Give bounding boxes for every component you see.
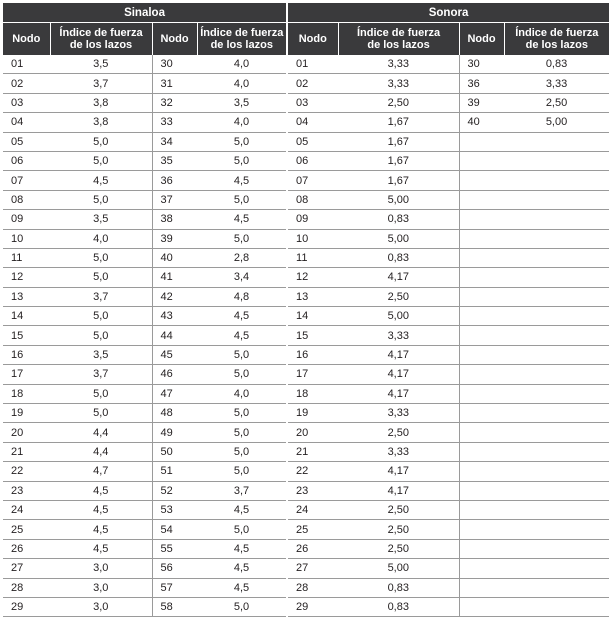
cell-sonora-indice: 4,17	[338, 462, 459, 481]
cell-sonora-nodo	[459, 423, 504, 442]
cell-sinaloa-nodo: 19	[3, 404, 50, 423]
cell-sonora-indice	[504, 190, 609, 209]
cell-sonora-nodo	[459, 229, 504, 248]
table-row	[3, 539, 609, 558]
cell-sonora-nodo	[459, 132, 504, 151]
cell-sinaloa-indice: 4,5	[197, 326, 286, 345]
cell-sonora-nodo: 28	[288, 578, 338, 597]
cell-sonora-indice: 4,17	[338, 345, 459, 364]
cell-sonora-nodo: 16	[288, 345, 338, 364]
cell-sonora-indice: 4,17	[338, 481, 459, 500]
cell-sonora-nodo	[459, 190, 504, 209]
table-row	[3, 248, 609, 267]
cell-sinaloa-nodo: 22	[3, 462, 50, 481]
cell-sinaloa-indice: 5,0	[50, 268, 152, 287]
header-indice-line2: de los lazos	[525, 39, 588, 51]
cell-sonora-nodo: 22	[288, 462, 338, 481]
cell-sonora-indice: 2,50	[338, 520, 459, 539]
table-row	[3, 442, 609, 461]
cell-sonora-indice: 2,50	[504, 93, 609, 112]
cell-sinaloa-nodo: 51	[152, 462, 197, 481]
cell-sinaloa-nodo: 40	[152, 248, 197, 267]
table-row	[3, 151, 609, 170]
cell-sonora-indice	[504, 384, 609, 403]
table-row	[3, 55, 609, 74]
table-row	[3, 229, 609, 248]
cell-sonora-nodo: 04	[288, 113, 338, 132]
cell-sonora-indice	[504, 365, 609, 384]
cell-sinaloa-indice: 3,8	[50, 93, 152, 112]
cell-sonora-nodo: 11	[288, 248, 338, 267]
cell-sonora-indice: 0,83	[338, 248, 459, 267]
table-row	[3, 404, 609, 423]
cell-sonora-indice	[504, 539, 609, 558]
cell-sonora-nodo: 06	[288, 151, 338, 170]
cell-sinaloa-nodo: 39	[152, 229, 197, 248]
table-row	[3, 171, 609, 190]
cell-sonora-indice: 0,83	[338, 210, 459, 229]
cell-sonora-indice	[504, 578, 609, 597]
cell-sinaloa-nodo: 29	[3, 597, 50, 616]
table-row	[3, 559, 609, 578]
cell-sinaloa-nodo: 25	[3, 520, 50, 539]
cell-sinaloa-indice: 5,0	[197, 462, 286, 481]
cell-sinaloa-nodo: 37	[152, 190, 197, 209]
cell-sinaloa-indice: 3,0	[50, 578, 152, 597]
table-row	[3, 93, 609, 112]
header-indice-line2: de los lazos	[210, 39, 273, 51]
cell-sinaloa-indice: 5,0	[197, 597, 286, 616]
table-row	[3, 210, 609, 229]
cell-sinaloa-nodo: 38	[152, 210, 197, 229]
cell-sonora-indice	[504, 210, 609, 229]
cell-sinaloa-indice: 4,5	[197, 500, 286, 519]
cell-sonora-indice	[504, 229, 609, 248]
cell-sonora-indice	[504, 559, 609, 578]
table-row	[3, 578, 609, 597]
cell-sonora-nodo	[459, 307, 504, 326]
cell-sonora-nodo: 20	[288, 423, 338, 442]
cell-sinaloa-indice: 4,0	[50, 229, 152, 248]
cell-sonora-nodo	[459, 384, 504, 403]
cell-sonora-nodo: 03	[288, 93, 338, 112]
cell-sonora-indice: 5,00	[338, 229, 459, 248]
cell-sonora-indice: 0,83	[338, 578, 459, 597]
cell-sinaloa-indice: 3,4	[197, 268, 286, 287]
cell-sinaloa-nodo: 45	[152, 345, 197, 364]
table-row	[3, 132, 609, 151]
cell-sinaloa-indice: 3,7	[50, 74, 152, 93]
cell-sinaloa-indice: 5,0	[50, 248, 152, 267]
cell-sinaloa-indice: 4,0	[197, 113, 286, 132]
cell-sonora-nodo: 15	[288, 326, 338, 345]
cell-sonora-indice: 1,67	[338, 171, 459, 190]
cell-sinaloa-indice: 5,0	[197, 442, 286, 461]
cell-sinaloa-nodo: 55	[152, 539, 197, 558]
header-indice-line1: Índice de fuerza	[515, 27, 599, 39]
cell-sonora-nodo	[459, 287, 504, 306]
cell-sonora-nodo	[459, 268, 504, 287]
cell-sinaloa-indice: 4,4	[50, 442, 152, 461]
cell-sinaloa-indice: 5,0	[197, 423, 286, 442]
cell-sonora-nodo: 12	[288, 268, 338, 287]
cell-sinaloa-nodo: 12	[3, 268, 50, 287]
cell-sonora-indice: 1,67	[338, 132, 459, 151]
cell-sinaloa-indice: 5,0	[50, 190, 152, 209]
cell-sinaloa-nodo: 43	[152, 307, 197, 326]
cell-sinaloa-indice: 5,0	[50, 326, 152, 345]
cell-sonora-indice: 0,83	[338, 597, 459, 616]
region-title-sinaloa: Sinaloa	[3, 3, 286, 23]
cell-sonora-indice	[504, 171, 609, 190]
cell-sinaloa-indice: 5,0	[197, 365, 286, 384]
cell-sonora-nodo	[459, 404, 504, 423]
cell-sonora-nodo	[459, 597, 504, 616]
table-row	[3, 384, 609, 403]
cell-sinaloa-nodo: 50	[152, 442, 197, 461]
cell-sinaloa-nodo: 10	[3, 229, 50, 248]
cell-sinaloa-nodo: 18	[3, 384, 50, 403]
table-body	[3, 55, 609, 617]
cell-sonora-indice: 2,50	[338, 500, 459, 519]
table-row	[3, 345, 609, 364]
cell-sinaloa-indice: 3,5	[50, 210, 152, 229]
cell-sinaloa-indice: 4,5	[197, 210, 286, 229]
cell-sinaloa-nodo: 47	[152, 384, 197, 403]
header-nodo: Nodo	[459, 23, 504, 56]
cell-sonora-indice	[504, 268, 609, 287]
cell-sonora-nodo: 19	[288, 404, 338, 423]
cell-sinaloa-nodo: 06	[3, 151, 50, 170]
cell-sinaloa-indice: 4,5	[197, 578, 286, 597]
cell-sonora-indice	[504, 326, 609, 345]
cell-sinaloa-nodo: 23	[3, 481, 50, 500]
cell-sonora-nodo: 36	[459, 74, 504, 93]
cell-sinaloa-nodo: 33	[152, 113, 197, 132]
cell-sinaloa-nodo: 09	[3, 210, 50, 229]
cell-sonora-nodo: 24	[288, 500, 338, 519]
cell-sinaloa-nodo: 26	[3, 539, 50, 558]
table-row	[3, 268, 609, 287]
table-row	[3, 113, 609, 132]
cell-sinaloa-nodo: 56	[152, 559, 197, 578]
cell-sonora-indice: 3,33	[504, 74, 609, 93]
cell-sinaloa-nodo: 35	[152, 151, 197, 170]
cell-sinaloa-nodo: 48	[152, 404, 197, 423]
cell-sinaloa-indice: 5,0	[50, 132, 152, 151]
cell-sonora-nodo: 27	[288, 559, 338, 578]
header-indice-line1: Índice de fuerza	[59, 27, 143, 39]
cell-sinaloa-indice: 4,5	[197, 307, 286, 326]
table-row	[3, 287, 609, 306]
cell-sonora-nodo: 18	[288, 384, 338, 403]
cell-sinaloa-nodo: 27	[3, 559, 50, 578]
cell-sinaloa-indice: 5,0	[197, 520, 286, 539]
cell-sonora-indice	[504, 345, 609, 364]
table-row	[3, 423, 609, 442]
node-strength-table	[3, 3, 609, 617]
cell-sonora-indice	[504, 307, 609, 326]
cell-sinaloa-indice: 4,5	[197, 539, 286, 558]
cell-sonora-nodo	[459, 462, 504, 481]
cell-sonora-indice	[504, 520, 609, 539]
table-row	[3, 190, 609, 209]
cell-sonora-nodo: 29	[288, 597, 338, 616]
cell-sinaloa-nodo: 20	[3, 423, 50, 442]
cell-sinaloa-indice: 4,0	[197, 384, 286, 403]
cell-sonora-nodo: 17	[288, 365, 338, 384]
cell-sinaloa-nodo: 21	[3, 442, 50, 461]
cell-sinaloa-nodo: 42	[152, 287, 197, 306]
header-indice	[504, 23, 609, 56]
cell-sinaloa-nodo: 57	[152, 578, 197, 597]
region-header-row	[3, 3, 609, 23]
cell-sinaloa-nodo: 08	[3, 190, 50, 209]
cell-sonora-indice: 2,50	[338, 423, 459, 442]
cell-sinaloa-indice: 5,0	[50, 384, 152, 403]
cell-sinaloa-indice: 3,0	[50, 597, 152, 616]
cell-sinaloa-nodo: 05	[3, 132, 50, 151]
cell-sonora-indice: 5,00	[504, 113, 609, 132]
cell-sinaloa-indice: 5,0	[50, 404, 152, 423]
cell-sinaloa-nodo: 17	[3, 365, 50, 384]
cell-sinaloa-indice: 4,5	[50, 500, 152, 519]
cell-sinaloa-indice: 5,0	[197, 345, 286, 364]
cell-sonora-nodo: 30	[459, 55, 504, 74]
cell-sonora-nodo	[459, 326, 504, 345]
cell-sonora-indice	[504, 462, 609, 481]
cell-sinaloa-nodo: 36	[152, 171, 197, 190]
column-header-row	[3, 23, 609, 56]
table-row	[3, 307, 609, 326]
cell-sinaloa-indice: 4,5	[50, 520, 152, 539]
table-row	[3, 326, 609, 345]
header-indice	[50, 23, 152, 56]
cell-sonora-nodo: 25	[288, 520, 338, 539]
cell-sonora-nodo	[459, 345, 504, 364]
table-row	[3, 365, 609, 384]
cell-sonora-nodo	[459, 578, 504, 597]
cell-sonora-nodo	[459, 481, 504, 500]
cell-sinaloa-indice: 5,0	[50, 307, 152, 326]
cell-sonora-nodo	[459, 171, 504, 190]
cell-sinaloa-nodo: 54	[152, 520, 197, 539]
cell-sonora-nodo	[459, 539, 504, 558]
cell-sonora-indice	[504, 597, 609, 616]
table-row	[3, 462, 609, 481]
cell-sinaloa-nodo: 11	[3, 248, 50, 267]
cell-sinaloa-indice: 4,5	[50, 481, 152, 500]
cell-sinaloa-indice: 2,8	[197, 248, 286, 267]
cell-sonora-indice	[504, 500, 609, 519]
cell-sinaloa-nodo: 44	[152, 326, 197, 345]
cell-sonora-indice: 1,67	[338, 113, 459, 132]
header-nodo: Nodo	[3, 23, 50, 56]
cell-sonora-nodo	[459, 151, 504, 170]
cell-sonora-indice	[504, 423, 609, 442]
cell-sonora-indice: 3,33	[338, 55, 459, 74]
cell-sonora-indice: 3,33	[338, 404, 459, 423]
cell-sinaloa-nodo: 41	[152, 268, 197, 287]
cell-sinaloa-nodo: 15	[3, 326, 50, 345]
cell-sinaloa-indice: 3,5	[197, 93, 286, 112]
cell-sonora-indice	[504, 442, 609, 461]
cell-sinaloa-nodo: 16	[3, 345, 50, 364]
cell-sonora-nodo: 13	[288, 287, 338, 306]
cell-sonora-indice	[504, 132, 609, 151]
cell-sinaloa-indice: 3,7	[50, 365, 152, 384]
cell-sinaloa-nodo: 52	[152, 481, 197, 500]
cell-sinaloa-indice: 4,5	[50, 171, 152, 190]
cell-sinaloa-nodo: 53	[152, 500, 197, 519]
cell-sinaloa-indice: 5,0	[50, 151, 152, 170]
cell-sonora-indice: 4,17	[338, 268, 459, 287]
table-row	[3, 500, 609, 519]
cell-sinaloa-nodo: 31	[152, 74, 197, 93]
header-nodo: Nodo	[152, 23, 197, 56]
cell-sonora-indice	[504, 404, 609, 423]
cell-sonora-indice	[504, 248, 609, 267]
cell-sinaloa-indice: 4,7	[50, 462, 152, 481]
cell-sonora-indice: 3,33	[338, 326, 459, 345]
cell-sinaloa-indice: 5,0	[197, 190, 286, 209]
cell-sonora-indice: 4,17	[338, 365, 459, 384]
table-row	[3, 520, 609, 539]
cell-sinaloa-nodo: 24	[3, 500, 50, 519]
cell-sonora-nodo: 39	[459, 93, 504, 112]
cell-sinaloa-indice: 4,4	[50, 423, 152, 442]
cell-sonora-nodo: 08	[288, 190, 338, 209]
cell-sinaloa-nodo: 34	[152, 132, 197, 151]
cell-sinaloa-indice: 3,0	[50, 559, 152, 578]
table-row	[3, 597, 609, 616]
cell-sonora-indice: 5,00	[338, 307, 459, 326]
cell-sonora-nodo: 02	[288, 74, 338, 93]
cell-sonora-nodo	[459, 210, 504, 229]
node-strength-table-page	[3, 3, 613, 617]
header-indice	[197, 23, 286, 56]
cell-sonora-indice	[504, 151, 609, 170]
header-indice-line2: de los lazos	[69, 39, 133, 51]
cell-sinaloa-nodo: 14	[3, 307, 50, 326]
cell-sonora-nodo: 40	[459, 113, 504, 132]
cell-sonora-nodo: 23	[288, 481, 338, 500]
cell-sinaloa-indice: 4,5	[197, 171, 286, 190]
cell-sonora-indice	[504, 287, 609, 306]
cell-sinaloa-indice: 3,5	[50, 345, 152, 364]
cell-sinaloa-indice: 4,5	[197, 559, 286, 578]
cell-sonora-nodo: 26	[288, 539, 338, 558]
cell-sinaloa-indice: 5,0	[197, 229, 286, 248]
cell-sonora-nodo: 14	[288, 307, 338, 326]
cell-sinaloa-indice: 5,0	[197, 151, 286, 170]
table-row	[3, 481, 609, 500]
header-nodo: Nodo	[288, 23, 338, 56]
cell-sonora-nodo	[459, 500, 504, 519]
header-indice-line2: de los lazos	[367, 39, 430, 51]
cell-sonora-nodo: 05	[288, 132, 338, 151]
cell-sinaloa-nodo: 49	[152, 423, 197, 442]
cell-sinaloa-nodo: 02	[3, 74, 50, 93]
cell-sinaloa-indice: 4,5	[50, 539, 152, 558]
cell-sinaloa-nodo: 07	[3, 171, 50, 190]
cell-sinaloa-indice: 3,8	[50, 113, 152, 132]
cell-sonora-nodo: 09	[288, 210, 338, 229]
cell-sonora-indice: 3,33	[338, 442, 459, 461]
cell-sinaloa-indice: 4,0	[197, 74, 286, 93]
cell-sonora-nodo: 07	[288, 171, 338, 190]
cell-sonora-indice	[504, 481, 609, 500]
cell-sonora-nodo	[459, 442, 504, 461]
cell-sonora-indice: 0,83	[504, 55, 609, 74]
cell-sinaloa-nodo: 01	[3, 55, 50, 74]
cell-sinaloa-nodo: 03	[3, 93, 50, 112]
cell-sinaloa-nodo: 32	[152, 93, 197, 112]
cell-sinaloa-indice: 5,0	[197, 404, 286, 423]
cell-sinaloa-indice: 3,5	[50, 55, 152, 74]
table-row	[3, 74, 609, 93]
cell-sonora-indice: 4,17	[338, 384, 459, 403]
cell-sonora-nodo	[459, 248, 504, 267]
cell-sonora-nodo	[459, 559, 504, 578]
cell-sinaloa-nodo: 46	[152, 365, 197, 384]
cell-sinaloa-nodo: 30	[152, 55, 197, 74]
cell-sonora-indice: 3,33	[338, 74, 459, 93]
cell-sonora-indice: 5,00	[338, 559, 459, 578]
header-indice	[338, 23, 459, 56]
cell-sonora-nodo: 21	[288, 442, 338, 461]
cell-sonora-indice: 1,67	[338, 151, 459, 170]
header-indice-line1: Índice de fuerza	[356, 27, 441, 39]
cell-sonora-indice: 5,00	[338, 190, 459, 209]
cell-sinaloa-indice: 3,7	[197, 481, 286, 500]
region-title-sonora: Sonora	[288, 3, 609, 23]
cell-sinaloa-indice: 3,7	[50, 287, 152, 306]
cell-sinaloa-indice: 5,0	[197, 132, 286, 151]
cell-sinaloa-nodo: 13	[3, 287, 50, 306]
cell-sonora-indice: 2,50	[338, 287, 459, 306]
cell-sinaloa-nodo: 58	[152, 597, 197, 616]
cell-sinaloa-nodo: 04	[3, 113, 50, 132]
cell-sonora-indice: 2,50	[338, 539, 459, 558]
cell-sonora-nodo: 10	[288, 229, 338, 248]
cell-sonora-nodo	[459, 520, 504, 539]
cell-sinaloa-nodo: 28	[3, 578, 50, 597]
cell-sinaloa-indice: 4,8	[197, 287, 286, 306]
cell-sonora-nodo	[459, 365, 504, 384]
header-indice-line1: Índice de fuerza	[200, 27, 284, 39]
cell-sonora-indice: 2,50	[338, 93, 459, 112]
cell-sinaloa-indice: 4,0	[197, 55, 286, 74]
cell-sonora-nodo: 01	[288, 55, 338, 74]
